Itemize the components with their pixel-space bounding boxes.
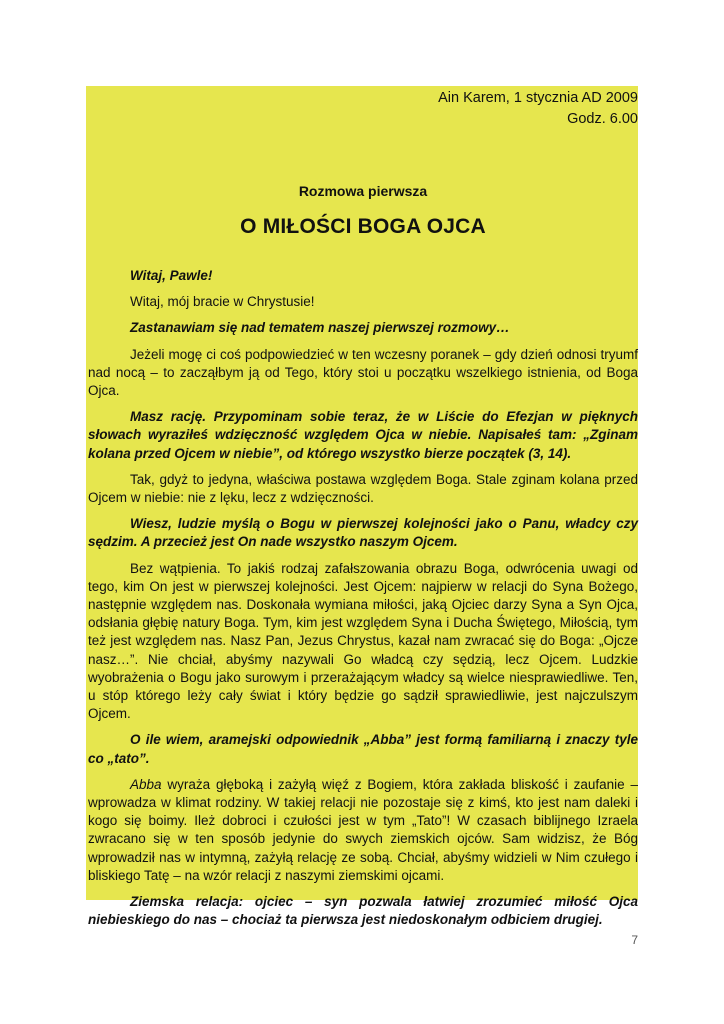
time: Godz. 6.00 <box>567 111 638 127</box>
answer-paragraph: Bez wątpienia. To jakiś rodzaj zafałszowania obrazu Boga, odwrócenia uwagi od tego, kim On jest w pierwszej kolejności. Jest Ojcem: najpierw w relacji do Syna Bożego, następnie względem nas. Doskonała wymiana miłości, jaką Ojciec darzy Syna a Syn Ojca, odsłania głębię natury Boga. Tym, kim jest względem Syna i Ducha Świętego, Miłością, tym też jest względem nas. Nasz Pan, Jezus Chrystus, kazał nam zwracać się do Boga: „Ojcze nasz…”. Nie chciał, abyśmy nazywali Go władcą czy sędzią, lecz Ojcem. Ludzkie wyobrażenia o Bogu jako surowym i przerażającym władcy są wielce niesprawiedliwe. Ten, u stóp którego leży cały świat i który będzie go sądził sprawiedliwie, jest najczulszym Ojcem. <box>88 560 638 722</box>
dateline <box>88 88 638 130</box>
chapter-title: O MIŁOŚCI BOGA OJCA <box>240 215 486 238</box>
conversation-subtitle: Rozmowa pierwsza <box>298 183 428 199</box>
highlighted-text-block <box>86 86 638 928</box>
italic-lead-word: Abba <box>130 776 162 792</box>
question-paragraph: O ile wiem, aramejski odpowiednik „Abba” jest formą familiarną i znaczy tyle co „tato”. <box>88 732 638 766</box>
place-date: Ain Karem, 1 stycznia AD 2009 <box>438 90 638 106</box>
dialogue-body <box>88 267 638 930</box>
answer-paragraph: Tak, gdyż to jedyna, właściwa postawa względem Boga. Stale zginam kolana przed Ojcem w niebie: nie z lęku, lecz z wdzięczności. <box>88 471 638 506</box>
answer-paragraph: Jeżeli mogę ci coś podpowiedzieć w ten wczesny poranek – gdy dzień odnosi tryumf nad nocą – to zacząłbym ją od Tego, który stoi u początku wszelkiego istnienia, od Boga Ojca. <box>88 346 638 399</box>
question-paragraph: Masz rację. Przypominam sobie teraz, że w Liście do Efezjan w pięknych słowach wyraziłeś wdzięczność względem Ojca w niebie. Napisałeś tam: „Zginam kolana przed Ojcem w niebie”, od którego wszystko bierze początek (3, 14). <box>88 409 638 461</box>
paragraph-text: wyraża głęboką i zażyłą więź z Bogiem, która zakłada bliskość i zaufanie – wprowadza w klimat rodziny. W takiej relacji nie pozostaje się z kimś, kto jest nam daleki i kogo się boimy. Ileż dobroci i czułości jest w tym „Tato”! W czasach biblijnego Izraela zwracano się w ten sposób jedynie do swych ziemskich ojców. Sam widzisz, że Bóg wprowadził nas w intymną, zażyłą relację ze sobą. Chciał, abyśmy widzieli w Nim czułego i bliskiego Tatę – na wzór relacji z naszymi ziemskimi ojcami. <box>88 776 638 883</box>
page-number: 7 <box>631 933 638 947</box>
question-paragraph: Witaj, Pawle! <box>130 268 213 283</box>
answer-paragraph <box>88 776 638 885</box>
question-paragraph: Wiesz, ludzie myślą o Bogu w pierwszej kolejności jako o Panu, władcy czy sędzim. A przecież jest On nade wszystko naszym Ojcem. <box>88 516 638 550</box>
question-paragraph: Zastanawiam się nad tematem naszej pierwszej rozmowy… <box>130 320 510 336</box>
answer-paragraph: Witaj, mój bracie w Chrystusie! <box>130 294 315 310</box>
question-paragraph: Ziemska relacja: ojciec – syn pozwala łatwiej zrozumieć miłość Ojca niebieskiego do nas – chociaż ta pierwsza jest niedoskonałym odbiciem drugiej. <box>88 894 638 928</box>
